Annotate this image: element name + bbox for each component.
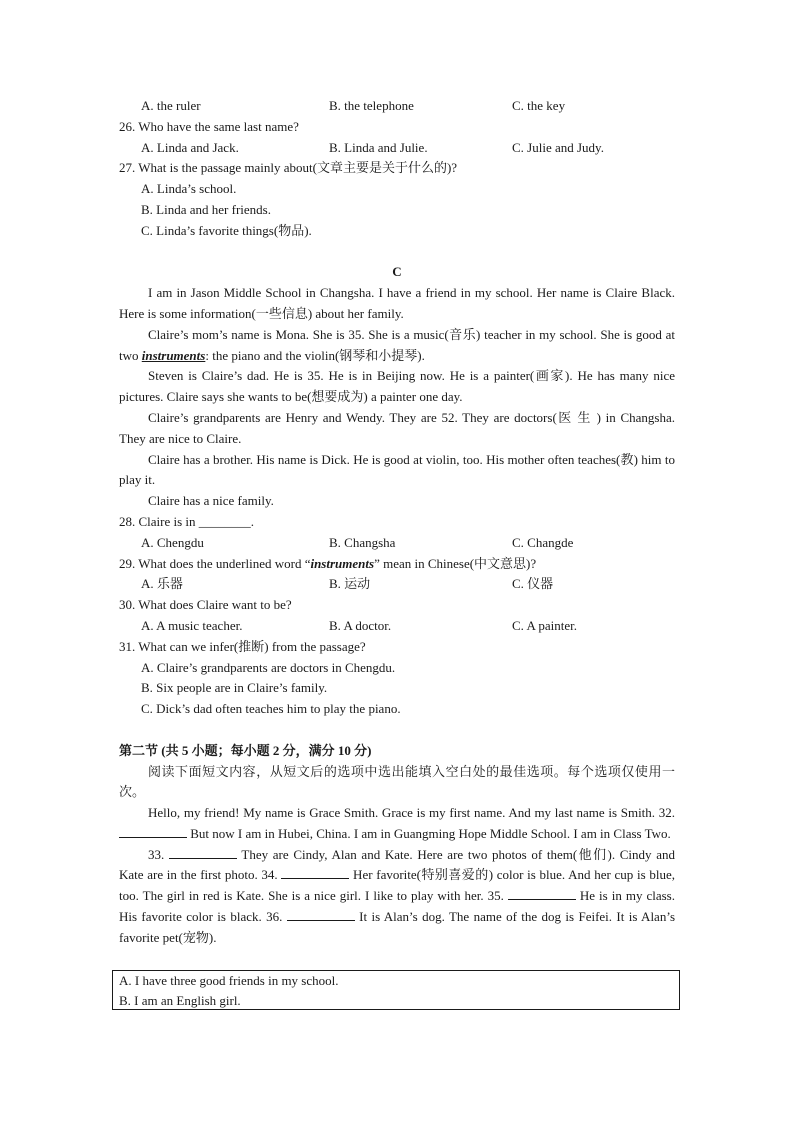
option-a[interactable]: A. 乐器 [141,576,183,592]
section-c-title: C [392,264,402,280]
passage-2-p2: 33. They are Cindy, Alan and Kate. Here are two photos of them(他们). Cindy and Kate are in the first photo. 34. Her favorite(特别喜爱的) color is blue. And her cup is blue, too. The girl in red is Kate. She is a nice girl. I like to play with her. 35. He is in my class. His favorite color is black. 36. It is Alan’s dog. The name of the dog is Feifei. It is Alan’s favorite pet(宠物). [119,846,675,945]
passage-c-p5: Claire has a brother. His name is Dick. He is good at violin, too. His mother often teaches(教) him to play it. [119,451,675,488]
option-b[interactable]: B. Linda and Julie. [329,139,428,155]
q31-option-a[interactable]: A. Claire’s grandparents are doctors in Chengdu. [141,659,396,675]
option-b[interactable]: B. A doctor. [329,617,392,633]
q27-option-c[interactable]: C. Linda’s favorite things(物品). [141,222,312,238]
blank-32[interactable] [119,825,187,838]
option-c[interactable]: C. Changde [512,534,574,550]
q30-stem: 30. What does Claire want to be? [119,597,292,613]
passage-2-p1: Hello, my friend! My name is Grace Smith. Grace is my first name. And my last name is Smith. 32. But now I am in Hubei, China. I am in Guangming Hope Middle School. I am in Class Two. [119,803,675,845]
option-a[interactable]: A. A music teacher. [141,617,243,633]
q27-stem: 27. What is the passage mainly about(文章主要是关于什么的)? [119,160,458,176]
option-c[interactable]: C. A painter. [512,617,577,633]
option-b[interactable]: B. 运动 [329,576,371,592]
blank-35[interactable] [508,887,576,900]
q28-options [119,533,675,554]
option-a[interactable]: A. Chengdu [141,534,204,550]
option-c[interactable]: C. the key [512,98,566,113]
q26-options [119,138,675,159]
q30-options [119,616,675,637]
exam-page [119,96,675,949]
passage-c-p1: I am in Jason Middle School in Changsha. I have a friend in my school. Her name is Claire Black. Here is some information(一些信息) about her family. [119,285,675,321]
box-option-b[interactable]: B. I am an English girl. [119,992,241,1008]
passage-c-p6: Claire has a nice family. [148,493,274,509]
q26-stem: 26. Who have the same last name? [119,118,299,134]
options-box [112,970,680,1010]
blank-34[interactable] [281,866,349,879]
q31-option-c[interactable]: C. Dick’s dad often teaches him to play the piano. [141,701,401,717]
q27-option-a[interactable]: A. Linda’s school. [141,181,237,197]
underlined-word: instruments [141,347,206,363]
option-a[interactable]: A. the ruler [141,98,201,113]
q28-stem: 28. Claire is in ________. [119,513,255,529]
option-c[interactable]: C. 仪器 [512,576,554,592]
q29-options [119,574,675,595]
passage-c-p4: Claire’s grandparents are Henry and Wendy. They are 52. They are doctors(医 生 ) in Changsha. They are nice to Claire. [119,409,675,446]
option-a[interactable]: A. Linda and Jack. [141,139,239,155]
blank-36[interactable] [287,908,355,921]
option-b[interactable]: B. Changsha [329,534,396,550]
passage-c-p3: Steven is Claire’s dad. He is 35. He is in Beijing now. He is a painter(画家). He has many nice pictures. Claire says she wants to be(想要成为) a painter one day. [119,368,675,405]
blank-33[interactable] [169,846,237,859]
section-2-heading: 第二节 (共 5 小题；每小题 2 分，满分 10 分) [119,742,372,758]
section-2-instruction: 阅读下面短文内容，从短文后的选项中选出能填入空白处的最佳选项。每个选项仅使用一次。 [119,763,675,800]
option-b[interactable]: B. the telephone [329,98,414,113]
passage-c [119,283,675,512]
quoted-word: instruments [310,555,375,571]
option-c[interactable]: C. Julie and Judy. [512,139,604,155]
q31-option-b[interactable]: B. Six people are in Claire’s family. [141,680,328,696]
passage-2 [119,803,675,949]
q29-stem: 29. What does the underlined word “instruments” mean in Chinese(中文意思)? [119,555,537,571]
box-option-a[interactable]: A. I have three good friends in my school. [119,973,339,988]
passage-c-p2: Claire’s mom’s name is Mona. She is 35. She is a music(音乐) teacher in my school. She is good at two instruments: the piano and the violin(钢琴和小提琴). [119,326,675,363]
q27-option-b[interactable]: B. Linda and her friends. [141,201,271,217]
q25-options [119,96,675,117]
q31-stem: 31. What can we infer(推断) from the passage? [119,638,366,654]
